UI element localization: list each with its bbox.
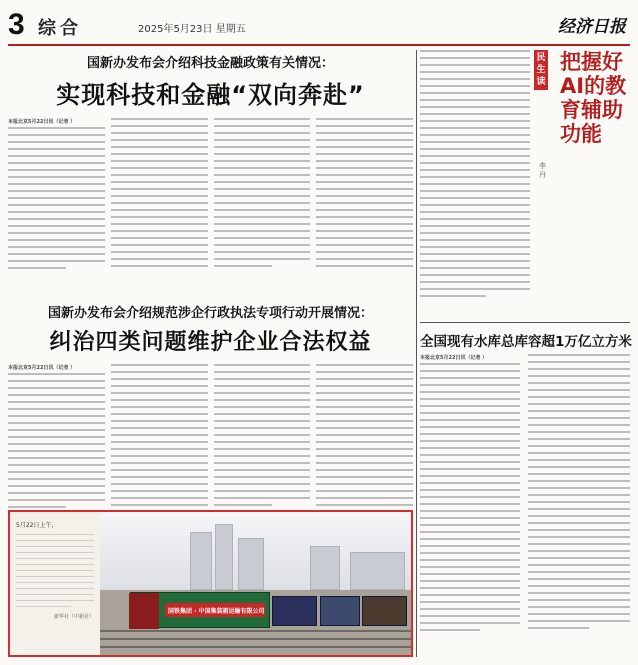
top-story-kicker: 国新办发布会介绍科技金融政策有关情况： <box>86 56 334 71</box>
building <box>238 538 264 590</box>
photo-caption-lead: 5月22日上午， <box>16 522 58 529</box>
section-rule <box>420 322 630 323</box>
right-story-byline: 本报北京5月22日讯（记者 ） <box>420 355 488 361</box>
freight-locomotive <box>130 592 270 628</box>
column-tag: 民生读 <box>534 50 548 90</box>
container-wagons <box>362 596 407 626</box>
text-column <box>111 118 208 288</box>
building <box>190 532 212 590</box>
right-story-body-2 <box>528 354 630 657</box>
building <box>350 552 405 590</box>
masthead <box>8 8 630 44</box>
issue-date: 2025年5月23日 星期五 <box>138 24 246 35</box>
column-divider <box>416 50 417 657</box>
paper-name: 经济日报 <box>558 17 626 37</box>
right-story-body <box>420 354 520 657</box>
middle-story <box>8 302 413 529</box>
commentary-body <box>420 50 530 320</box>
right-story-headline: 全国现有水库总库容超1万亿立方米 <box>420 334 632 350</box>
top-story-headline: 实现科技和金融“双向奔赴” <box>56 81 365 109</box>
top-story-body <box>8 118 413 288</box>
page-number: 3 <box>8 8 25 41</box>
text-column <box>316 364 413 529</box>
building <box>215 524 233 590</box>
locomotive-cab <box>129 593 159 629</box>
building <box>310 546 340 590</box>
container-wagons <box>272 596 317 626</box>
photo-caption <box>10 512 100 655</box>
middle-story-headline: 纠治四类问题维护企业合法权益 <box>49 330 372 355</box>
middle-story-byline: 本报北京5月22日讯（记者 ） <box>8 365 76 371</box>
top-story-byline: 本报北京5月22日讯（记者 ） <box>8 119 76 125</box>
rail-track <box>100 638 411 640</box>
news-photo <box>8 510 413 657</box>
text-column <box>8 118 105 288</box>
middle-story-body <box>8 364 413 529</box>
section-title: 综合 <box>38 18 82 39</box>
photo-credit: 新华社（中新社） <box>53 614 94 620</box>
masthead-rule <box>8 44 630 46</box>
middle-story-kicker: 国新办发布会介绍规范涉企行政执法专项行动开展情况： <box>47 306 373 321</box>
column-author: 李丹 <box>539 162 546 179</box>
text-column <box>8 364 105 529</box>
container-wagons <box>320 596 360 626</box>
text-column <box>111 364 208 529</box>
text-column <box>214 364 311 529</box>
text-column <box>214 118 311 288</box>
train-banner: 国铁集团 · 中国集装箱运输有限公司 <box>165 603 265 617</box>
top-story <box>8 52 413 288</box>
text-column <box>316 118 413 288</box>
rail-track <box>100 646 411 648</box>
rail-track <box>100 630 411 632</box>
column-title: 把握好AI的教育辅助功能 <box>560 50 627 146</box>
